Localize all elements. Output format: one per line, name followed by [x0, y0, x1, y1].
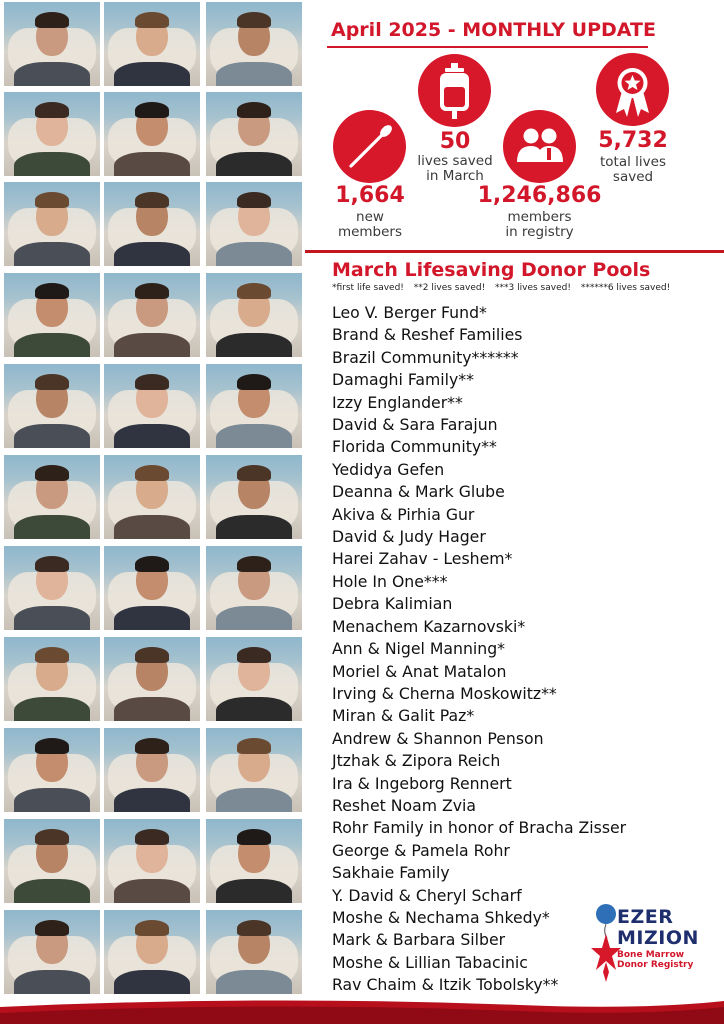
new-members-label: new members	[337, 209, 403, 240]
donor-photo	[4, 273, 100, 357]
pools-legend	[332, 283, 677, 293]
list-item: Harei Zahav - Leshem*	[332, 549, 513, 569]
legend-item: **2 lives saved!	[413, 283, 486, 293]
lives-march-label: lives saved in March	[417, 153, 493, 184]
award-ribbon-icon	[596, 53, 669, 126]
donor-photo	[4, 637, 100, 721]
donor-photo	[104, 455, 200, 539]
donor-photo	[104, 92, 200, 176]
list-item: Moriel & Anat Matalon	[332, 661, 507, 681]
list-item: Yedidya Gefen	[332, 459, 445, 479]
list-item: Debra Kalimian	[332, 594, 453, 614]
donor-photo	[104, 910, 200, 994]
list-item: Andrew & Shannon Penson	[332, 728, 544, 748]
list-item: Deanna & Mark Glube	[332, 482, 505, 502]
legend-item: ***3 lives saved!	[495, 283, 571, 293]
list-item: Florida Community**	[332, 437, 497, 457]
donor-photo	[104, 182, 200, 266]
list-item: Brazil Community******	[332, 347, 519, 367]
donor-photo	[104, 728, 200, 812]
list-item: Brand & Reshef Families	[332, 325, 523, 345]
donor-photo	[104, 273, 200, 357]
total-lives-label: total lives saved	[600, 154, 666, 185]
list-item: Rohr Family in honor of Bracha Zisser	[332, 818, 627, 838]
list-item: Jtzhak & Zipora Reich	[332, 751, 501, 771]
ezer-mizion-logo	[590, 902, 720, 988]
footer-swoosh	[0, 995, 724, 1024]
donor-photo	[206, 92, 302, 176]
donor-photo	[206, 819, 302, 903]
donor-photo	[104, 819, 200, 903]
list-item: Reshet Noam Zvia	[332, 795, 476, 815]
legend-item: ******6 lives saved!	[580, 283, 671, 293]
cotton-swab-icon	[333, 110, 406, 183]
total-lives-value: 5,732	[598, 128, 668, 153]
donor-photo	[4, 364, 100, 448]
logo-subtitle-1: Bone Marrow	[617, 950, 685, 960]
list-item: David & Judy Hager	[332, 527, 486, 547]
list-item: Rav Chaim & Itzik Tobolsky**	[332, 975, 559, 995]
donor-pool-list	[332, 302, 626, 997]
list-item: Y. David & Cheryl Scharf	[332, 885, 522, 905]
donor-photo	[4, 728, 100, 812]
list-item: David & Sara Farajun	[332, 415, 498, 435]
donor-photo	[104, 546, 200, 630]
page-title: April 2025 - MONTHLY UPDATE	[331, 19, 656, 41]
donor-photo	[4, 546, 100, 630]
donor-photo	[4, 455, 100, 539]
donor-photo	[4, 182, 100, 266]
list-item: Akiva & Pirhia Gur	[332, 504, 475, 524]
registry-label: members in registry	[505, 209, 574, 240]
donor-photo	[206, 364, 302, 448]
section-divider	[305, 250, 724, 253]
registry-value: 1,246,866	[477, 183, 602, 208]
logo-subtitle-2: Donor Registry	[617, 960, 694, 970]
list-item: Leo V. Berger Fund*	[332, 303, 487, 322]
donor-photo	[4, 819, 100, 903]
donor-photo-grid	[0, 0, 305, 1000]
donor-photo	[206, 910, 302, 994]
donor-photo	[104, 364, 200, 448]
people-icon	[503, 110, 576, 183]
list-item: Damaghi Family**	[332, 370, 474, 390]
donor-photo	[4, 910, 100, 994]
list-item: George & Pamela Rohr	[332, 840, 510, 860]
list-item: Mark & Barbara Silber	[332, 930, 506, 950]
lives-march-value: 50	[439, 129, 471, 154]
title-divider	[327, 46, 648, 48]
donor-photo	[104, 637, 200, 721]
list-item: Hole In One***	[332, 571, 448, 591]
donor-photo	[206, 273, 302, 357]
new-members-value: 1,664	[335, 183, 405, 208]
list-item: Moshe & Nechama Shkedy*	[332, 907, 550, 927]
list-item: Menachem Kazarnovski*	[332, 616, 526, 636]
donor-photo	[4, 2, 100, 86]
blood-bag-icon	[418, 54, 491, 127]
list-item: Irving & Cherna Moskowitz**	[332, 683, 557, 703]
list-item: Moshe & Lillian Tabacinic	[332, 952, 528, 972]
pools-title: March Lifesaving Donor Pools	[332, 259, 651, 281]
donor-photo	[206, 546, 302, 630]
list-item: Sakhaie Family	[332, 863, 450, 883]
legend-item: *first life saved!	[332, 283, 404, 293]
logo-line-1: EZER	[617, 906, 674, 928]
update-panel	[305, 0, 724, 1000]
list-item: Ira & Ingeborg Rennert	[332, 773, 512, 793]
donor-photo	[206, 2, 302, 86]
donor-photo	[206, 182, 302, 266]
donor-photo	[206, 455, 302, 539]
list-item: Miran & Galit Paz*	[332, 706, 475, 726]
donor-photo	[206, 637, 302, 721]
list-item: Ann & Nigel Manning*	[332, 639, 506, 659]
donor-photo	[4, 92, 100, 176]
donor-photo	[104, 2, 200, 86]
logo-line-2: MIZION	[617, 927, 699, 949]
list-item: Izzy Englander**	[332, 392, 463, 412]
donor-photo	[206, 728, 302, 812]
